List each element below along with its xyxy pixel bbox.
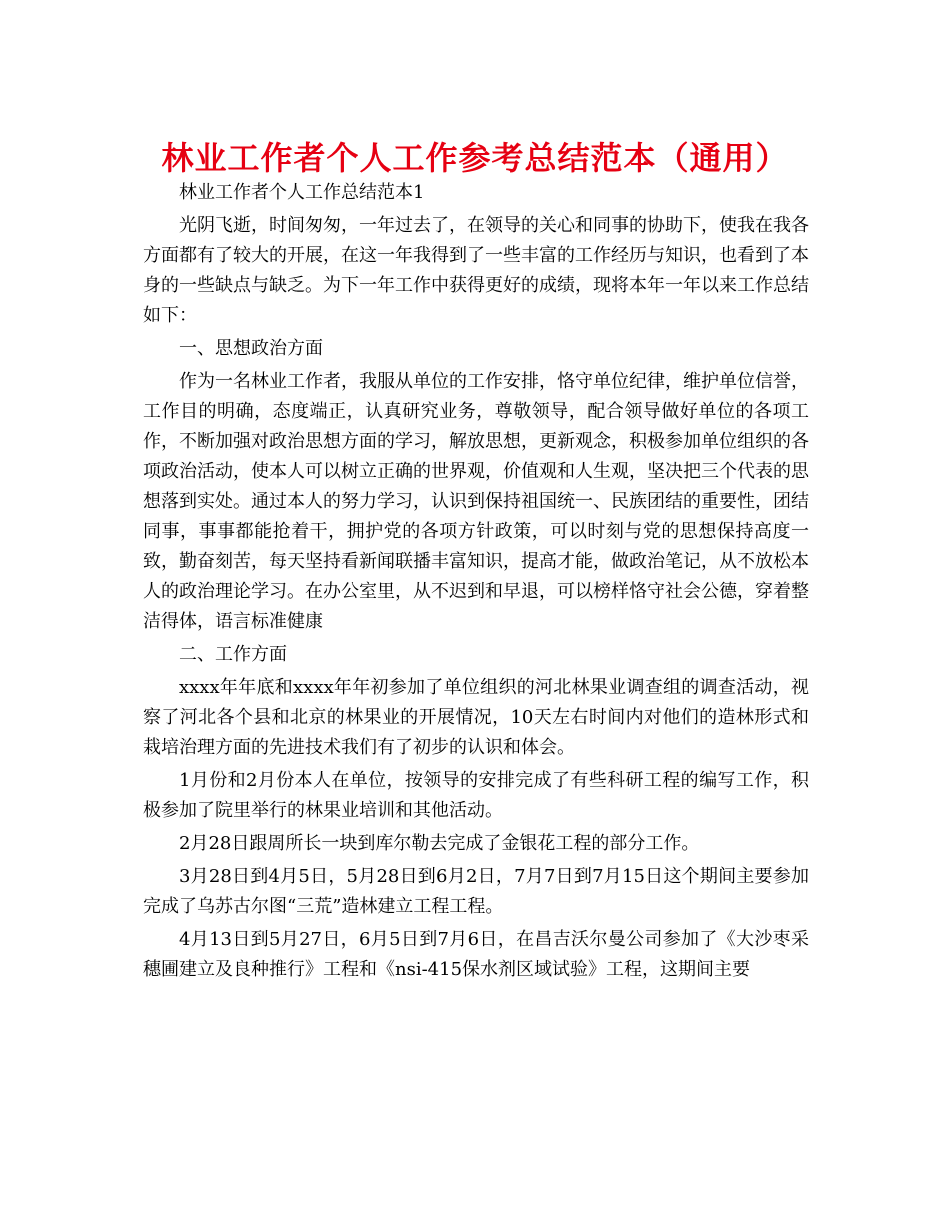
paragraph-jan-feb: 1月份和2月份本人在单位，按领导的安排完成了有些科研工程的编写工作，积极参加了院里举行的林果业培训和其他活动。 (143, 770, 809, 821)
paragraph-survey: xxxx年年底和xxxx年年初参加了单位组织的河北林果业调查组的调查活动，视察了河北各个县和北京的林果业的开展情况，10天左右时间内对他们的造林形式和栽培治理方面的先进技术我们有了初步的认识和体会。 (143, 677, 809, 758)
document-title: 林业工作者个人工作参考总结范本（通用） (161, 139, 789, 177)
paragraph-feb-28: 2月28日跟周所长一块到库尔勒去完成了金银花工程的部分工作。 (179, 833, 700, 854)
paragraph-april-july: 4月13日到5月27日，6月5日到7月6日，在昌吉沃尔曼公司参加了《大沙枣采穗圃建立及良种推行》工程和《nsi-415保水剂区域试验》工程，这期间主要 (143, 929, 809, 980)
section-subtitle: 林业工作者个人工作总结范本1 (179, 182, 425, 203)
paragraph-intro: 光阴飞逝，时间匆匆，一年过去了，在领导的关心和同事的协助下，使我在我各方面都有了较大的开展，在这一年我得到了一些丰富的工作经历与知识，也看到了本身的一些缺点与缺乏。为下一年工作中获得更好的成绩，现将本年一年以来工作总结如下： (143, 215, 809, 326)
section-heading-political: 一、思想政治方面 (179, 338, 323, 359)
section-heading-work: 二、工作方面 (179, 644, 287, 665)
paragraph-march-july: 3月28日到4月5日，5月28日到6月2日，7月7日到7月15日这个期间主要参加完成了乌苏古尔图“三荒”造林建立工程工程。 (143, 866, 809, 917)
paragraph-political: 作为一名林业工作者，我服从单位的工作安排，恪守单位纪律，维护单位信誉，工作目的明确，态度端正，认真研究业务，尊敬领导，配合领导做好单位的各项工作，不断加强对政治思想方面的学习，解放思想，更新观念，积极参加单位组织的各项政治活动，使本人可以树立正确的世界观，价值观和人生观，坚决把三个代表的思想落到实处。通过本人的努力学习，认识到保持祖国统一、民族团结的重要性，团结同事，事事都能抢着干，拥护党的各项方针政策，可以时刻与党的思想保持高度一致，勤奋刻苦，每天坚持看新闻联播丰富知识，提高才能，做政治笔记，从不放松本人的政治理论学习。在办公室里，从不迟到和早退，可以榜样恪守社会公德，穿着整洁得体，语言标准健康 (143, 371, 809, 632)
document-body (143, 178, 809, 988)
